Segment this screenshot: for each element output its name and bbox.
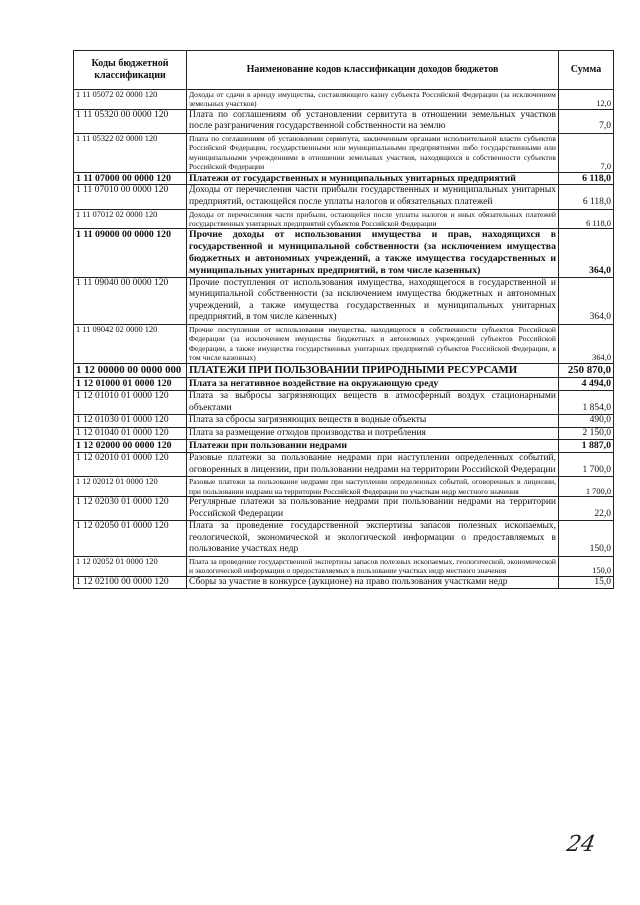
row-sum: 6 118,0 — [559, 185, 614, 209]
row-code: 1 11 09042 02 0000 120 — [74, 324, 187, 363]
row-code: 1 11 09040 00 0000 120 — [74, 277, 187, 324]
row-code: 1 12 02010 01 0000 120 — [74, 453, 187, 477]
row-name: Плата за сбросы загрязняющих веществ в водные объекты — [187, 415, 559, 428]
row-code: 1 12 02100 00 0000 120 — [74, 576, 187, 589]
row-code: 1 11 05322 02 0000 120 — [74, 134, 187, 173]
row-code: 1 11 05072 02 0000 120 — [74, 90, 187, 110]
row-name: Плата за выбросы загрязняющих веществ в атмосферный воздух стационарными объектами — [187, 390, 559, 414]
row-code: 1 12 02000 00 0000 120 — [74, 440, 187, 453]
row-sum: 4 494,0 — [559, 378, 614, 391]
row-name: Разовые платежи за пользование недрами при наступлении определенных событий, оговоренных в лицензии, при пользовании недрами на территории Российской Федерации по участкам недр местного значения — [187, 477, 559, 497]
row-name: Сборы за участие в конкурсе (аукционе) на право пользования участками недр — [187, 576, 559, 589]
row-sum: 7,0 — [559, 134, 614, 173]
row-sum: 1 700,0 — [559, 453, 614, 477]
table-row — [74, 134, 614, 173]
table-row — [74, 324, 614, 363]
page-number: 24 — [564, 832, 598, 857]
row-code: 1 11 07010 00 0000 120 — [74, 185, 187, 209]
row-name: Разовые платежи за пользование недрами при наступлении определенных событий, оговоренных в лицензии, при пользовании недрами на территории Российской Федерации — [187, 453, 559, 477]
row-code: 1 12 02012 01 0000 120 — [74, 477, 187, 497]
table-row — [74, 440, 614, 453]
row-code: 1 12 01030 01 0000 120 — [74, 415, 187, 428]
row-sum: 12,0 — [559, 90, 614, 110]
row-name: Платежи от государственных и муниципальных унитарных предприятий — [187, 172, 559, 185]
row-name: Плата за проведение государственной экспертизы запасов полезных ископаемых, геологической, экономической и экологической информации о предоставляемых в пользование участках недр — [187, 521, 559, 557]
row-code: 1 12 01040 01 0000 120 — [74, 427, 187, 440]
table-header — [74, 51, 614, 90]
row-name: Плата по соглашениям об установлении сервитута в отношении земельных участков после разграничения государственной собственности на землю — [187, 109, 559, 133]
row-sum: 22,0 — [559, 497, 614, 521]
table-row — [74, 521, 614, 557]
table-row — [74, 209, 614, 229]
row-sum: 1 854,0 — [559, 390, 614, 414]
row-sum: 364,0 — [559, 229, 614, 277]
budget-revenue-table — [73, 50, 614, 589]
table-row — [74, 497, 614, 521]
row-code: 1 11 07000 00 0000 120 — [74, 172, 187, 185]
row-name: Доходы от перечисления части прибыли государственных и муниципальных унитарных предприятий, остающейся после уплаты налогов и обязательных платежей — [187, 185, 559, 209]
row-code: 1 11 09000 00 0000 120 — [74, 229, 187, 277]
row-sum: 1 887,0 — [559, 440, 614, 453]
row-name: Прочие поступления от использования имущества, находящегося в государственной и муниципальной собственности (за исключением имущества бюджетных и автономных учреждений, а также имущества государственных и муниципальных унитарных предприятий, в том числе казенных) — [187, 277, 559, 324]
row-sum: 150,0 — [559, 557, 614, 577]
row-name: Плата за негативное воздействие на окружающую среду — [187, 378, 559, 391]
header-name: Наименование кодов классификации доходов бюджетов — [187, 51, 559, 90]
row-name: Доходы от перечисления части прибыли, остающейся после уплаты налогов и иных обязательных платежей государственных унитарных предприятий субъектов Российской Федерации — [187, 209, 559, 229]
row-name: Прочие доходы от использования имущества и прав, находящихся в государственной и муниципальной собственности (за исключением имущества бюджетных и автономных учреждений, а также имущества государственных и муниципальных унитарных предприятий, в том числе казенных) — [187, 229, 559, 277]
row-sum: 1 700,0 — [559, 477, 614, 497]
row-sum: 364,0 — [559, 324, 614, 363]
row-name: Платежи при пользовании недрами — [187, 440, 559, 453]
row-sum: 490,0 — [559, 415, 614, 428]
table-row — [74, 109, 614, 133]
row-name: Доходы от сдачи в аренду имущества, составляющего казну субъекта Российской Федерации (за исключением земельных участков) — [187, 90, 559, 110]
row-code: 1 12 02050 01 0000 120 — [74, 521, 187, 557]
header-code: Коды бюджетной классификации — [74, 51, 187, 90]
row-sum: 250 870,0 — [559, 363, 614, 378]
document-page — [73, 50, 613, 589]
table-row — [74, 415, 614, 428]
table-row — [74, 477, 614, 497]
table-row — [74, 576, 614, 589]
row-sum: 15,0 — [559, 576, 614, 589]
table-row — [74, 277, 614, 324]
table-row — [74, 378, 614, 391]
row-name: Регулярные платежи за пользование недрами при пользовании недрами на территории Российской Федерации — [187, 497, 559, 521]
row-name: Плата за размещение отходов производства и потребления — [187, 427, 559, 440]
table-row — [74, 229, 614, 277]
row-sum: 7,0 — [559, 109, 614, 133]
row-name: Плата за проведение государственной экспертизы запасов полезных ископаемых, геологической, экономической и экологической информации о предоставляемых в пользование участках недр местного значения — [187, 557, 559, 577]
table-row — [74, 557, 614, 577]
table-row — [74, 453, 614, 477]
row-sum: 150,0 — [559, 521, 614, 557]
row-code: 1 11 05320 00 0000 120 — [74, 109, 187, 133]
row-name: ПЛАТЕЖИ ПРИ ПОЛЬЗОВАНИИ ПРИРОДНЫМИ РЕСУРСАМИ — [187, 363, 559, 378]
table-row — [74, 90, 614, 110]
table-body — [74, 90, 614, 589]
table-row — [74, 363, 614, 378]
header-sum: Сумма — [559, 51, 614, 90]
row-sum: 6 118,0 — [559, 209, 614, 229]
row-name: Прочие поступления от использования имущества, находящегося в собственности субъектов Российской Федерации (за исключением имущества бюджетных и автономных учреждений субъектов Российской Федерации, а также имущества государственных унитарных предприятий субъектов Российской Федерации, в том числе казенных) — [187, 324, 559, 363]
row-code: 1 12 01010 01 0000 120 — [74, 390, 187, 414]
row-sum: 364,0 — [559, 277, 614, 324]
row-code: 1 12 02030 01 0000 120 — [74, 497, 187, 521]
table-row — [74, 390, 614, 414]
table-row — [74, 185, 614, 209]
row-sum: 2 150,0 — [559, 427, 614, 440]
row-code: 1 12 02052 01 0000 120 — [74, 557, 187, 577]
row-code: 1 12 00000 00 0000 000 — [74, 363, 187, 378]
row-code: 1 12 01000 01 0000 120 — [74, 378, 187, 391]
table-row — [74, 172, 614, 185]
table-row — [74, 427, 614, 440]
row-name: Плата по соглашениям об установлении сервитута, заключенным органами исполнительной власти субъектов Российской Федерации, государственными или муниципальными предприятиями либо государственными или муниципальными учреждениями в отношении земельных участков, находящихся в собственности субъектов Российской Федерации — [187, 134, 559, 173]
row-sum: 6 118,0 — [559, 172, 614, 185]
row-code: 1 11 07012 02 0000 120 — [74, 209, 187, 229]
